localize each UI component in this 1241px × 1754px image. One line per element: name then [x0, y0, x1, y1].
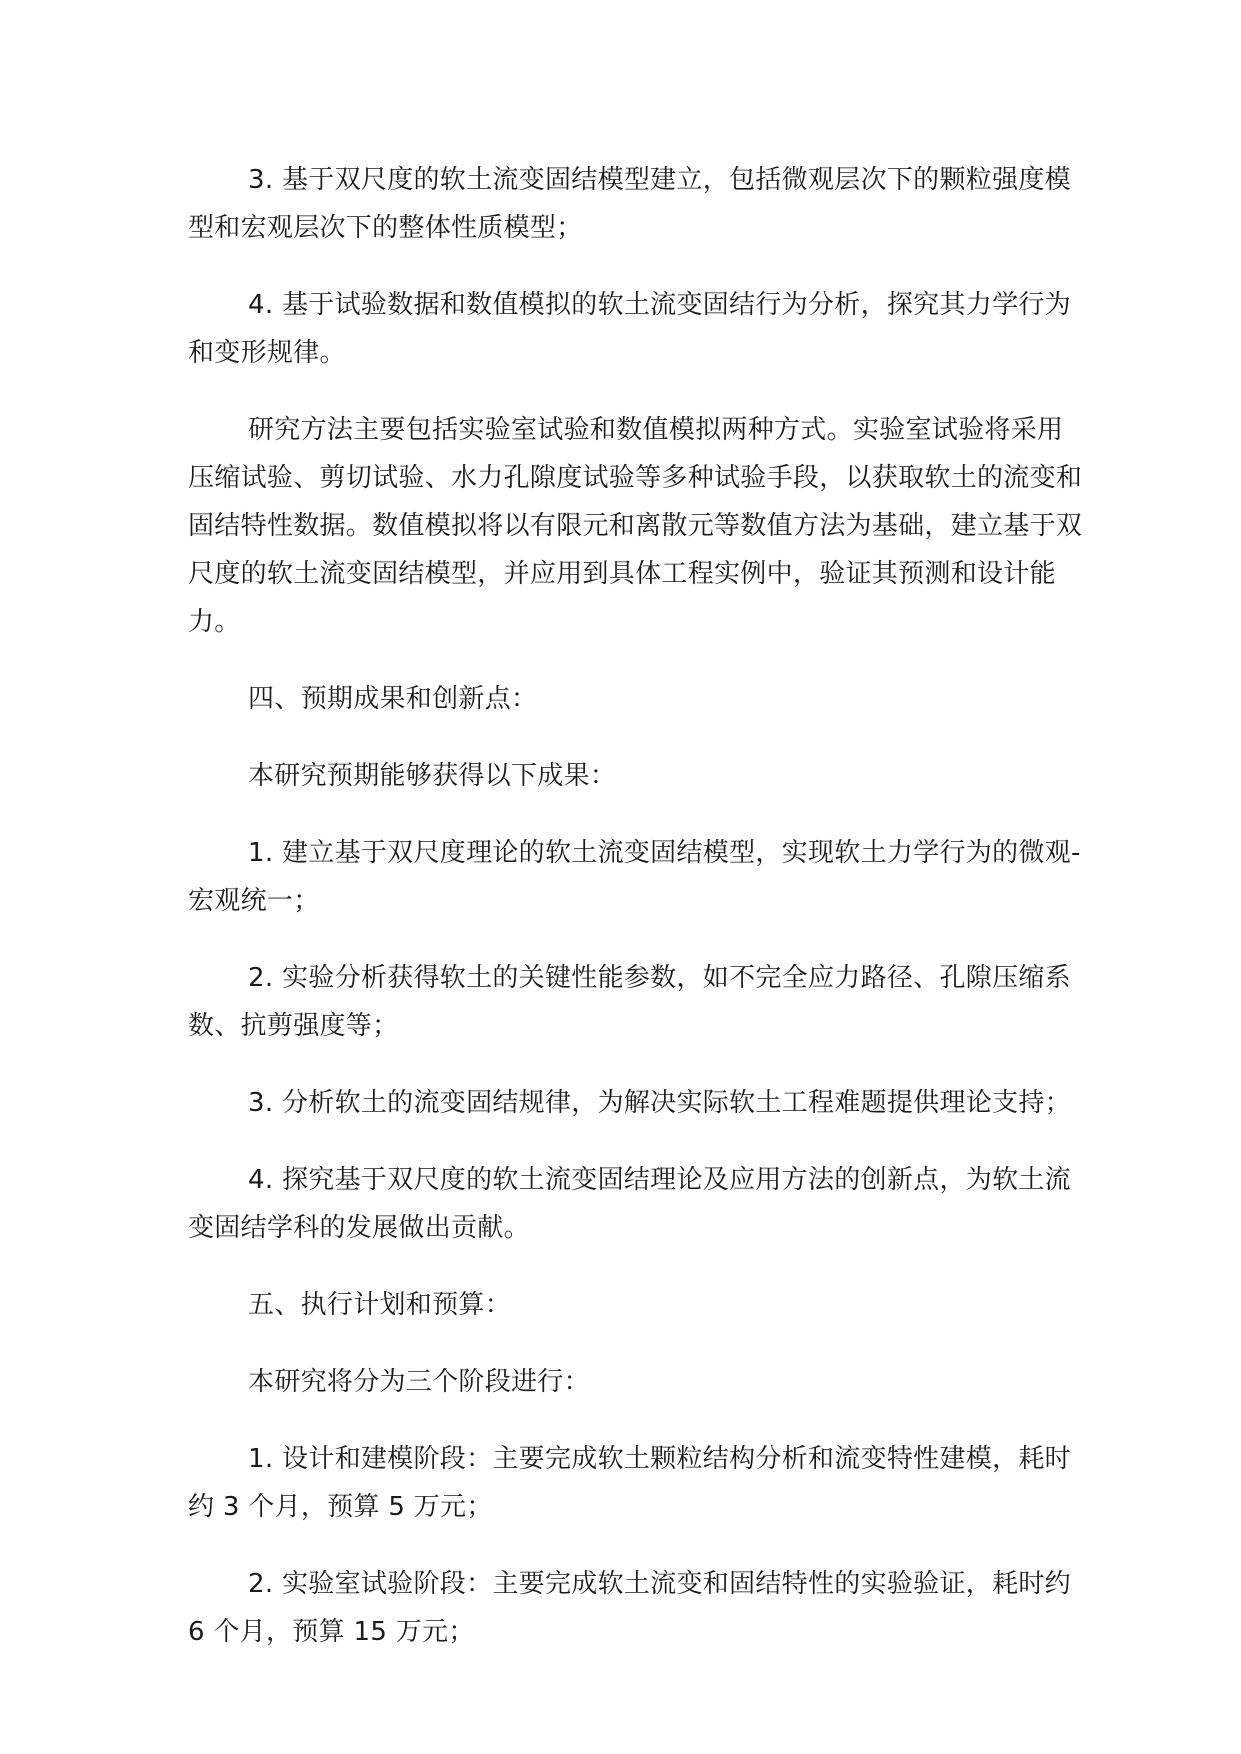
paragraph-plan-intro: 本研究将分为三个阶段进行：: [248, 1367, 590, 1397]
document-body: [188, 156, 1088, 1685]
paragraph-expected-result-4: 4. 探究基于双尺度的软土流变固结理论及应用方法的创新点，为软土流变固结学科的发展做出贡献。: [188, 1165, 1071, 1243]
paragraph-expected-results-intro: 本研究预期能够获得以下成果：: [248, 761, 617, 791]
paragraph-research-methods: 研究方法主要包括实验室试验和数值模拟两种方式。实验室试验将采用压缩试验、剪切试验、水力孔隙度试验等多种试验手段，以获取软土的流变和固结特性数据。数值模拟将以有限元和离散元等数值方法为基础，建立基于双尺度的软土流变固结模型，并应用到具体工程实例中，验证其预测和设计能力。: [188, 415, 1083, 637]
paragraph-expected-result-3: 3. 分析软土的流变固结规律，为解决实际软土工程难题提供理论支持；: [248, 1088, 1071, 1118]
paragraph-expected-result-2: 2. 实验分析获得软土的关键性能参数，如不完全应力路径、孔隙压缩系数、抗剪强度等；: [188, 963, 1071, 1041]
paragraph-plan-stage-2: 2. 实验室试验阶段：主要完成软土流变和固结特性的实验验证，耗时约 6 个月，预算 15 万元；: [188, 1569, 1071, 1647]
paragraph-research-content-3: 3. 基于双尺度的软土流变固结模型建立，包括微观层次下的颗粒强度模型和宏观层次下的整体性质模型；: [188, 165, 1071, 243]
paragraph-research-content-4: 4. 基于试验数据和数值模拟的软土流变固结行为分析，探究其力学行为和变形规律。: [188, 290, 1071, 368]
section-heading-plan-budget: 五、执行计划和预算：: [248, 1290, 512, 1320]
paragraph-plan-stage-1: 1. 设计和建模阶段：主要完成软土颗粒结构分析和流变特性建模，耗时约 3 个月，预算 5 万元；: [188, 1444, 1071, 1522]
section-heading-expected-results: 四、预期成果和创新点：: [248, 684, 538, 714]
paragraph-expected-result-1: 1. 建立基于双尺度理论的软土流变固结模型，实现软土力学行为的微观-宏观统一；: [188, 838, 1081, 916]
